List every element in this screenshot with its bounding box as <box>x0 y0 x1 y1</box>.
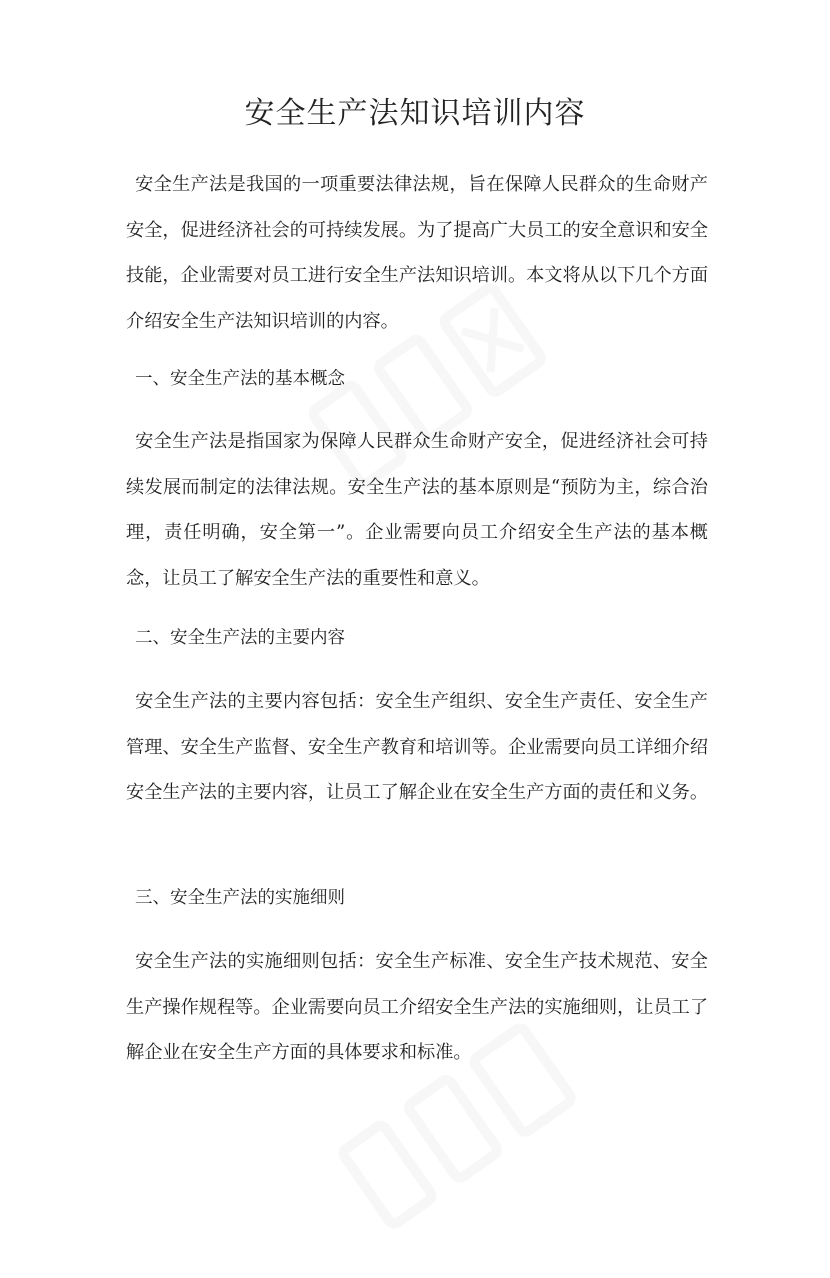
section-heading: 一、安全生产法的基本概念 <box>135 369 345 389</box>
section-heading: 三、安全生产法的实施细则 <box>135 888 345 908</box>
intro-paragraph: 安全生产法是我国的一项重要法律法规，旨在保障人民群众的生命财产安全，促进经济社会的可持续发展。为了提高广大员工的安全意识和安全技能，企业需要对员工进行安全生产法知识培训。本文将从以下几个方面介绍安全生产法知识培训的内容。 <box>126 174 709 332</box>
document-title: 安全生产法知识培训内容 <box>244 96 586 131</box>
section-paragraph: 安全生产法的实施细则包括：安全生产标准、安全生产技术规范、安全生产操作规程等。企业需要向员工介绍安全生产法的实施细则，让员工了解企业在安全生产方面的具体要求和标准。 <box>126 951 709 1063</box>
section-paragraph: 安全生产法是指国家为保障人民群众生命财产安全，促进经济社会可持续发展而制定的法律法规。安全生产法的基本原则是“预防为主，综合治理，责任明确，安全第一”。企业需要向员工介绍安全生产法的基本概念，让员工了解安全生产法的重要性和意义。 <box>126 431 708 589</box>
section-heading: 二、安全生产法的主要内容 <box>135 628 345 648</box>
section-paragraph: 安全生产法的主要内容包括：安全生产组织、安全生产责任、安全生产管理、安全生产监督、安全生产教育和培训等。企业需要向员工详细介绍安全生产法的主要内容，让员工了解企业在安全生产方面的责任和义务。 <box>126 691 709 803</box>
